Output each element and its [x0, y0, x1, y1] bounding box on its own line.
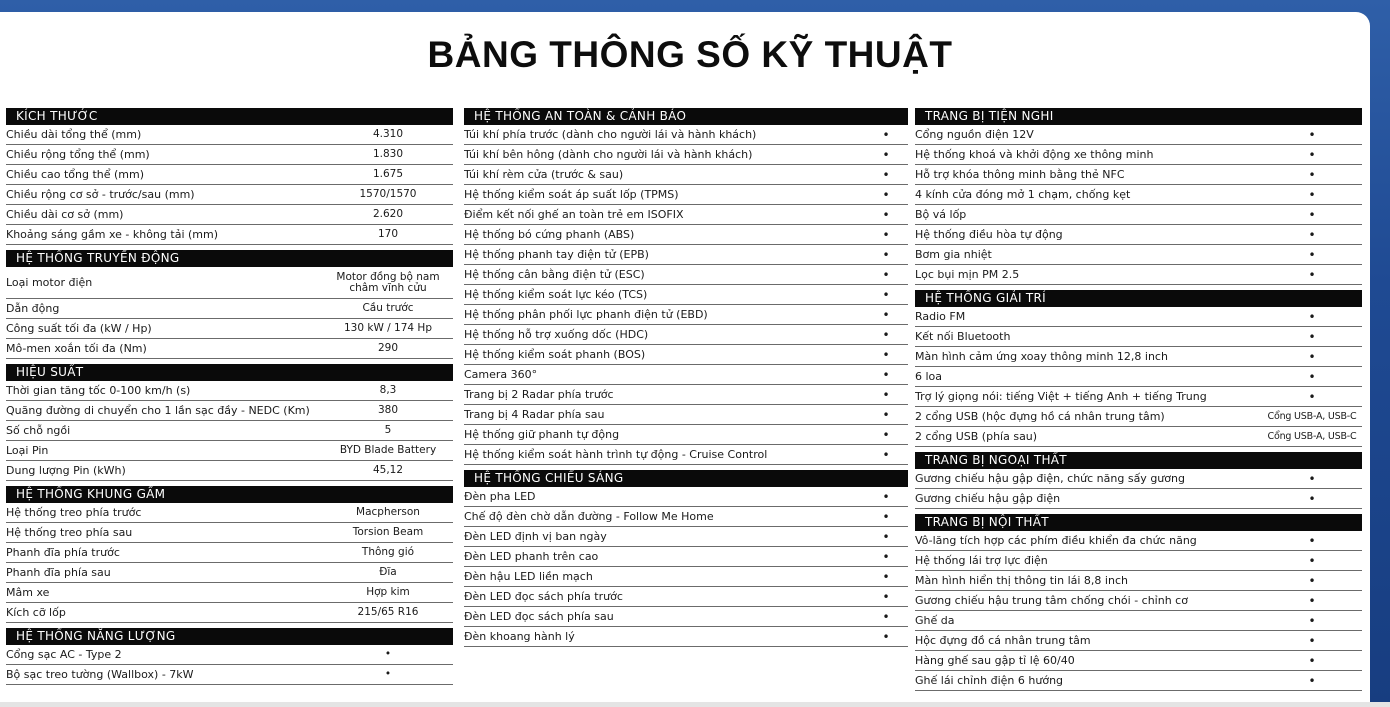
spec-row — [464, 365, 908, 385]
spec-row — [464, 547, 908, 567]
spec-row — [464, 445, 908, 465]
spec-label: Hệ thống cân bằng điện tử (ESC) — [464, 268, 645, 281]
spec-value: 45,12 — [372, 464, 404, 476]
spec-label: 6 loa — [915, 370, 943, 383]
spec-row — [464, 205, 908, 225]
spec-label: Công suất tối đa (kW / Hp) — [6, 322, 152, 335]
spec-row — [6, 339, 453, 359]
spec-label: Bơm gia nhiệt — [915, 248, 992, 261]
spec-label: Túi khí bên hông (dành cho người lái và hành khách) — [464, 148, 753, 161]
spec-row — [464, 325, 908, 345]
spec-row — [6, 145, 453, 165]
spec-label: Hỗ trợ khóa thông minh bằng thẻ NFC — [915, 168, 1125, 181]
spec-value: Hợp kim — [366, 586, 410, 598]
spec-section — [6, 486, 453, 623]
spec-row — [6, 319, 453, 339]
spec-label: Đèn LED đọc sách phía trước — [464, 590, 623, 603]
section-heading: KÍCH THƯỚC — [6, 108, 453, 125]
section-heading: HIỆU SUẤT — [6, 364, 453, 381]
spec-row — [464, 507, 908, 527]
spec-row — [6, 125, 453, 145]
included-bullet: • — [384, 648, 392, 660]
spec-label: Trang bị 4 Radar phía sau — [464, 408, 605, 421]
spec-row — [464, 225, 908, 245]
section-heading: TRANG BỊ TIỆN NGHI — [915, 108, 1362, 125]
spec-label: Hệ thống giữ phanh tự động — [464, 428, 620, 441]
spec-label: Cổng sạc AC - Type 2 — [6, 648, 122, 661]
spec-label: Chiều dài tổng thể (mm) — [6, 128, 142, 141]
spec-label: Đèn pha LED — [464, 490, 536, 503]
spec-label: Đèn khoang hành lý — [464, 630, 575, 643]
column-3 — [915, 108, 1362, 694]
spec-row — [6, 381, 453, 401]
spec-label: Túi khí phía trước (dành cho người lái và hành khách) — [464, 128, 757, 141]
included-bullet: • — [1308, 329, 1316, 344]
included-bullet: • — [882, 127, 890, 142]
included-bullet: • — [882, 227, 890, 242]
included-bullet: • — [1308, 491, 1316, 506]
included-bullet: • — [882, 347, 890, 362]
spec-label: Vô-lăng tích hợp các phím điều khiển đa chức năng — [915, 534, 1197, 547]
spec-label: Phanh đĩa phía trước — [6, 546, 120, 559]
spec-row — [464, 125, 908, 145]
spec-label: Gương chiếu hậu gập điện — [915, 492, 1061, 505]
spec-row — [915, 145, 1362, 165]
included-bullet: • — [882, 247, 890, 262]
spec-label: Chiều dài cơ sở (mm) — [6, 208, 124, 221]
spec-value: Cổng USB-A, USB-C — [1267, 411, 1357, 422]
spec-value: 5 — [384, 424, 392, 436]
spec-value: Macpherson — [356, 506, 420, 518]
column-1 — [6, 108, 453, 688]
spec-label: Loại Pin — [6, 444, 49, 457]
spec-row — [464, 145, 908, 165]
spec-label: Hệ thống treo phía trước — [6, 506, 142, 519]
column-2 — [464, 108, 908, 650]
spec-row — [464, 607, 908, 627]
spec-row — [6, 421, 453, 441]
included-bullet: • — [1308, 533, 1316, 548]
spec-section — [6, 364, 453, 481]
spec-section — [464, 470, 908, 647]
spec-row — [6, 401, 453, 421]
included-bullet: • — [1308, 573, 1316, 588]
spec-value: 2.620 — [372, 208, 404, 220]
spec-label: Dung lượng Pin (kWh) — [6, 464, 126, 477]
spec-row — [915, 571, 1362, 591]
spec-row — [915, 367, 1362, 387]
spec-label: Gương chiếu hậu trung tâm chống chói - chỉnh cơ — [915, 594, 1188, 607]
spec-value: Motor đồng bộ nam châm vĩnh cửu — [336, 270, 440, 294]
spec-row — [464, 405, 908, 425]
section-heading: HỆ THỐNG KHUNG GẦM — [6, 486, 453, 503]
spec-row — [464, 587, 908, 607]
included-bullet: • — [882, 509, 890, 524]
spec-label: 4 kính cửa đóng mở 1 chạm, chống kẹt — [915, 188, 1131, 201]
spec-section — [6, 250, 453, 359]
included-bullet: • — [882, 187, 890, 202]
spec-row — [464, 487, 908, 507]
spec-row — [464, 527, 908, 547]
spec-label: Đèn LED đọc sách phía sau — [464, 610, 614, 623]
spec-label: Màn hình hiển thị thông tin lái 8,8 inch — [915, 574, 1128, 587]
spec-row — [915, 347, 1362, 367]
spec-label: Kích cỡ lốp — [6, 606, 66, 619]
section-heading: HỆ THỐNG TRUYỀN ĐỘNG — [6, 250, 453, 267]
spec-row — [464, 245, 908, 265]
spec-label: Số chỗ ngồi — [6, 424, 71, 437]
spec-label: Hệ thống lái trợ lực điện — [915, 554, 1048, 567]
spec-row — [915, 125, 1362, 145]
spec-row — [6, 205, 453, 225]
spec-label: Đèn LED định vị ban ngày — [464, 530, 607, 543]
included-bullet: • — [1308, 227, 1316, 242]
spec-label: Quãng đường di chuyển cho 1 lần sạc đầy - NEDC (Km) — [6, 404, 310, 417]
section-heading: HỆ THỐNG CHIẾU SÁNG — [464, 470, 908, 487]
spec-label: Chiều cao tổng thể (mm) — [6, 168, 145, 181]
included-bullet: • — [882, 387, 890, 402]
spec-value: 130 kW / 174 Hp — [344, 322, 432, 334]
included-bullet: • — [1308, 553, 1316, 568]
spec-value: Thông gió — [361, 546, 415, 558]
spec-label: Hệ thống hỗ trợ xuống dốc (HDC) — [464, 328, 649, 341]
spec-label: 2 cổng USB (phía sau) — [915, 430, 1038, 443]
spec-row — [915, 205, 1362, 225]
spec-label: Khoảng sáng gầm xe - không tải (mm) — [6, 228, 219, 241]
spec-row — [464, 165, 908, 185]
included-bullet: • — [1308, 349, 1316, 364]
spec-value: 380 — [377, 404, 399, 416]
spec-label: Bộ sạc treo tường (Wallbox) - 7kW — [6, 668, 194, 681]
spec-label: Camera 360° — [464, 368, 538, 381]
included-bullet: • — [1308, 369, 1316, 384]
spec-label: Hệ thống phân phối lực phanh điện tử (EBD) — [464, 308, 708, 321]
included-bullet: • — [1308, 247, 1316, 262]
bottom-scroll-strip — [0, 702, 1390, 707]
spec-value: Cầu trước — [362, 302, 414, 314]
spec-row — [6, 165, 453, 185]
included-bullet: • — [882, 267, 890, 282]
spec-label: Chiều rộng tổng thể (mm) — [6, 148, 150, 161]
spec-label: Hệ thống kiểm soát hành trình tự động - Cruise Control — [464, 448, 768, 461]
spec-label: Hệ thống treo phía sau — [6, 526, 133, 539]
included-bullet: • — [882, 569, 890, 584]
included-bullet: • — [1308, 207, 1316, 222]
included-bullet: • — [882, 609, 890, 624]
spec-row — [915, 671, 1362, 691]
included-bullet: • — [882, 549, 890, 564]
included-bullet: • — [1308, 167, 1316, 182]
spec-label: 2 cổng USB (hộc đựng hồ cá nhân trung tâm) — [915, 410, 1165, 423]
spec-label: Radio FM — [915, 310, 966, 323]
spec-row — [6, 563, 453, 583]
spec-label: Đèn hậu LED liền mạch — [464, 570, 593, 583]
spec-label: Điểm kết nối ghế an toàn trẻ em ISOFIX — [464, 208, 684, 221]
spec-row — [6, 441, 453, 461]
spec-value: 290 — [377, 342, 399, 354]
spec-row — [464, 185, 908, 205]
spec-label: Hệ thống phanh tay điện tử (EPB) — [464, 248, 649, 261]
spec-row — [6, 461, 453, 481]
included-bullet: • — [1308, 147, 1316, 162]
spec-row — [915, 427, 1362, 447]
spec-row — [6, 299, 453, 319]
spec-row — [915, 489, 1362, 509]
spec-value: 170 — [377, 228, 399, 240]
spec-row — [464, 385, 908, 405]
spec-label: Chế độ đèn chờ dẫn đường - Follow Me Home — [464, 510, 714, 523]
spec-label: Hệ thống kiểm soát áp suất lốp (TPMS) — [464, 188, 679, 201]
section-heading: TRANG BỊ NGOẠI THẤT — [915, 452, 1362, 469]
spec-row — [915, 407, 1362, 427]
spec-row — [6, 523, 453, 543]
spec-sheet — [0, 12, 1370, 707]
spec-label: Hệ thống điều hòa tự động — [915, 228, 1063, 241]
spec-row — [915, 591, 1362, 611]
section-heading: TRANG BỊ NỘI THẤT — [915, 514, 1362, 531]
included-bullet: • — [882, 489, 890, 504]
spec-section — [6, 108, 453, 245]
spec-value: Đĩa — [379, 566, 397, 578]
spec-row — [464, 425, 908, 445]
spec-row — [915, 165, 1362, 185]
included-bullet: • — [882, 147, 890, 162]
spec-label: Ghế lái chỉnh điện 6 hướng — [915, 674, 1064, 687]
included-bullet: • — [1308, 127, 1316, 142]
included-bullet: • — [1308, 389, 1316, 404]
spec-value: 4.310 — [372, 128, 404, 140]
included-bullet: • — [882, 327, 890, 342]
spec-label: Đèn LED phanh trên cao — [464, 550, 599, 563]
included-bullet: • — [1308, 471, 1316, 486]
spec-value: 1570/1570 — [359, 188, 417, 200]
included-bullet: • — [384, 668, 392, 680]
spec-row — [464, 285, 908, 305]
spec-section — [915, 514, 1362, 691]
spec-value: Cổng USB-A, USB-C — [1267, 431, 1357, 442]
spec-row — [464, 305, 908, 325]
spec-row — [915, 387, 1362, 407]
spec-value: 1.675 — [372, 168, 404, 180]
spec-label: Hàng ghế sau gập tỉ lệ 60/40 — [915, 654, 1075, 667]
included-bullet: • — [1308, 613, 1316, 628]
spec-value: 1.830 — [372, 148, 404, 160]
spec-row — [464, 345, 908, 365]
spec-label: Màn hình cảm ứng xoay thông minh 12,8 inch — [915, 350, 1168, 363]
spec-label: Mâm xe — [6, 586, 50, 599]
spec-row — [915, 631, 1362, 651]
spec-row — [464, 567, 908, 587]
spec-section — [915, 108, 1362, 285]
included-bullet: • — [1308, 309, 1316, 324]
spec-label: Hộc đựng đồ cá nhân trung tâm — [915, 634, 1091, 647]
spec-label: Hệ thống bó cứng phanh (ABS) — [464, 228, 635, 241]
spec-label: Bộ vá lốp — [915, 208, 967, 221]
spec-label: Gương chiếu hậu gập điện, chức năng sấy gương — [915, 472, 1185, 485]
spec-label: Phanh đĩa phía sau — [6, 566, 111, 579]
spec-row — [6, 185, 453, 205]
spec-row — [915, 551, 1362, 571]
spec-row — [6, 665, 453, 685]
spec-row — [464, 627, 908, 647]
spec-row — [6, 225, 453, 245]
spec-label: Trang bị 2 Radar phía trước — [464, 388, 614, 401]
included-bullet: • — [882, 589, 890, 604]
spec-row — [915, 245, 1362, 265]
spec-section — [464, 108, 908, 465]
spec-label: Lọc bụi mịn PM 2.5 — [915, 268, 1020, 281]
included-bullet: • — [882, 447, 890, 462]
spec-row — [915, 469, 1362, 489]
page-title: BẢNG THÔNG SỐ KỸ THUẬT — [427, 34, 953, 75]
spec-section — [915, 452, 1362, 509]
spec-row — [6, 543, 453, 563]
spec-row — [915, 531, 1362, 551]
spec-row — [6, 603, 453, 623]
spec-row — [6, 645, 453, 665]
spec-label: Kết nối Bluetooth — [915, 330, 1011, 343]
spec-label: Hệ thống kiểm soát phanh (BOS) — [464, 348, 646, 361]
spec-label: Chiều rộng cơ sở - trước/sau (mm) — [6, 188, 195, 201]
section-heading: HỆ THỐNG NĂNG LƯỢNG — [6, 628, 453, 645]
spec-row — [915, 265, 1362, 285]
spec-value: Torsion Beam — [352, 526, 424, 538]
section-heading: HỆ THỐNG GIẢI TRÍ — [915, 290, 1362, 307]
spec-row — [915, 225, 1362, 245]
spec-value: 215/65 R16 — [357, 606, 419, 618]
included-bullet: • — [882, 529, 890, 544]
section-heading: HỆ THỐNG AN TOÀN & CẢNH BÁO — [464, 108, 908, 125]
included-bullet: • — [882, 427, 890, 442]
included-bullet: • — [882, 407, 890, 422]
spec-row — [6, 583, 453, 603]
included-bullet: • — [882, 367, 890, 382]
spec-label: Cổng nguồn điện 12V — [915, 128, 1034, 141]
spec-row — [915, 611, 1362, 631]
included-bullet: • — [1308, 187, 1316, 202]
spec-label: Hệ thống khoá và khởi động xe thông minh — [915, 148, 1154, 161]
spec-row — [464, 265, 908, 285]
spec-label: Thời gian tăng tốc 0-100 km/h (s) — [6, 384, 191, 397]
spec-value: 8,3 — [379, 384, 397, 396]
spec-label: Túi khí rèm cửa (trước & sau) — [464, 168, 624, 181]
included-bullet: • — [1308, 653, 1316, 668]
included-bullet: • — [882, 629, 890, 644]
spec-row — [6, 503, 453, 523]
spec-row — [915, 651, 1362, 671]
spec-label: Trợ lý giọng nói: tiếng Việt + tiếng Anh + tiếng Trung — [915, 390, 1207, 403]
included-bullet: • — [1308, 633, 1316, 648]
spec-row — [6, 267, 453, 299]
spec-section — [6, 628, 453, 685]
spec-label: Ghế da — [915, 614, 955, 627]
included-bullet: • — [882, 207, 890, 222]
included-bullet: • — [1308, 673, 1316, 688]
spec-row — [915, 185, 1362, 205]
spec-label: Loại motor điện — [6, 276, 93, 289]
included-bullet: • — [1308, 267, 1316, 282]
included-bullet: • — [882, 287, 890, 302]
spec-value: BYD Blade Battery — [339, 444, 437, 456]
spec-section — [915, 290, 1362, 447]
spec-row — [915, 327, 1362, 347]
spec-row — [915, 307, 1362, 327]
included-bullet: • — [1308, 593, 1316, 608]
included-bullet: • — [882, 307, 890, 322]
spec-label: Dẫn động — [6, 302, 60, 315]
spec-label: Mô-men xoắn tối đa (Nm) — [6, 342, 147, 355]
spec-label: Hệ thống kiểm soát lực kéo (TCS) — [464, 288, 648, 301]
included-bullet: • — [882, 167, 890, 182]
